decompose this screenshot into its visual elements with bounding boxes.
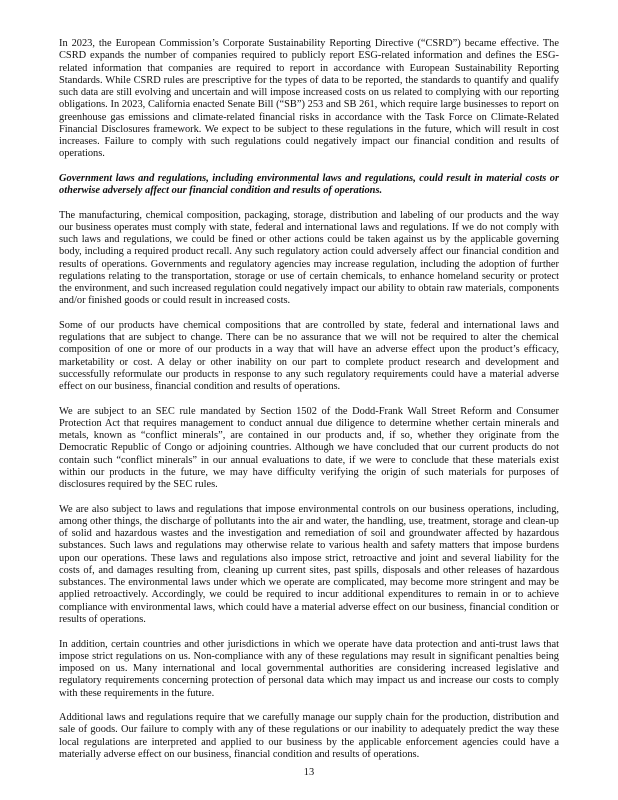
section-heading-government-laws: Government laws and regulations, including environmental laws and regulations, could result in material costs or otherwise adversely affect our financial condition and results of operations. [59, 172, 559, 197]
paragraph-manufacturing-regulations: The manufacturing, chemical composition, packaging, storage, distribution and labeling of our products and the way our business operates must comply with state, federal and international laws and regulations. If we do not comply with such laws and regulations, we could be fined or other actions could be taken against us by the applicable governing body, including a required product recall. Any such regulatory action could adversely affect our financial condition and results of operations. Governments and regulatory agencies may increase regulation, including the adoption of further regulations relating to the transportation, storage or use of certain chemicals, to enhance homeland security or protect the environment, and such increased regulation could negatively impact our ability to obtain raw materials, components and/or finished goods or could result in increased costs. [59, 209, 559, 307]
paragraph-conflict-minerals: We are subject to an SEC rule mandated by Section 1502 of the Dodd-Frank Wall Street Reform and Consumer Protection Act that requires management to conduct annual due diligence to determine whether certain minerals and metals, known as “conflict minerals”, are contained in our products and, if so, whether they originate from the Democratic Republic of Congo or adjoining countries. Although we have concluded that our current products do not contain such “conflict minerals” in our annual evaluations to date, if we were to conclude that these materials exist within our products in the future, we may have difficulty verifying the origin of such materials for purposes of disclosures required by the SEC rules. [59, 405, 559, 491]
paragraph-environmental-controls: We are also subject to laws and regulations that impose environmental controls on our business operations, including, among other things, the discharge of pollutants into the air and water, the handling, use, treatment, storage and clean-up of solid and hazardous wastes and the investigation and remediation of soil and groundwater affected by hazardous substances. Such laws and regulations may otherwise relate to various health and safety matters that impose burdens upon our operations. These laws and regulations also impose strict, retroactive and joint and several liability for the costs of, and damages resulting from, cleaning up current sites, past spills, disposals and other releases of hazardous substances. The environmental laws under which we operate are complicated, may become more stringent and may be applied retroactively. Accordingly, we could be required to incur additional expenditures to remain in or to achieve compliance with environmental laws, which could have a material adverse effect on our business, financial condition or results of operations. [59, 503, 559, 625]
paragraph-supply-chain: Additional laws and regulations require that we carefully manage our supply chain for the production, distribution and sale of goods. Our failure to comply with any of these regulations or our inability to adequately predict the way these local regulations are interpreted and applied to our business by the applicable enforcement agencies could have a materially adverse effect on our business, financial condition and results of operations. [59, 712, 559, 760]
paragraph-chemical-compositions: Some of our products have chemical compositions that are controlled by state, federal and international laws and regulations that are subject to change. There can be no assurance that we will not be required to alter the chemical composition of one or more of our products in a way that will have an adverse effect upon the product’s efficacy, marketability or cost. A delay or other inability on our part to complete product research and development and successfully reformulate our products in response to any such regulatory requirements could have a material adverse effect on our business, financial condition and results of operations. [59, 319, 559, 393]
document-page [59, 38, 559, 773]
page-number: 13 [303, 767, 315, 778]
paragraph-data-protection: In addition, certain countries and other jurisdictions in which we operate have data protection and anti-trust laws that impose strict regulations on us. Non-compliance with any of these regulations may result in significant penalties being imposed on us. Many international and local governmental authorities are considering increased legislative and regulatory requirements concerning protection of personal data which may impact us and increase our costs to comply with these requirements in the future. [59, 638, 559, 699]
paragraph-csrd: In 2023, the European Commission’s Corporate Sustainability Reporting Directive (“CSRD”) became effective. The CSRD expands the number of companies required to publicly report ESG-related information and defines the ESG-related information that companies are required to report in accordance with European Sustainability Reporting Standards. While CSRD rules are prescriptive for the types of data to be reported, the standards to quantify and qualify such data are still evolving and uncertain and will impose increased costs on us related to complying with our reporting obligations. In 2023, California enacted Senate Bill (“SB”) 253 and SB 261, which require large businesses to report on greenhouse gas emissions and climate-related financial risks in accordance with the Task Force on Climate-Related Financial Disclosures framework. We expect to be subject to these regulations in the future, which will result in cost increases. Failure to comply with such regulations could negatively impact our financial condition and results of operations. [59, 38, 559, 160]
